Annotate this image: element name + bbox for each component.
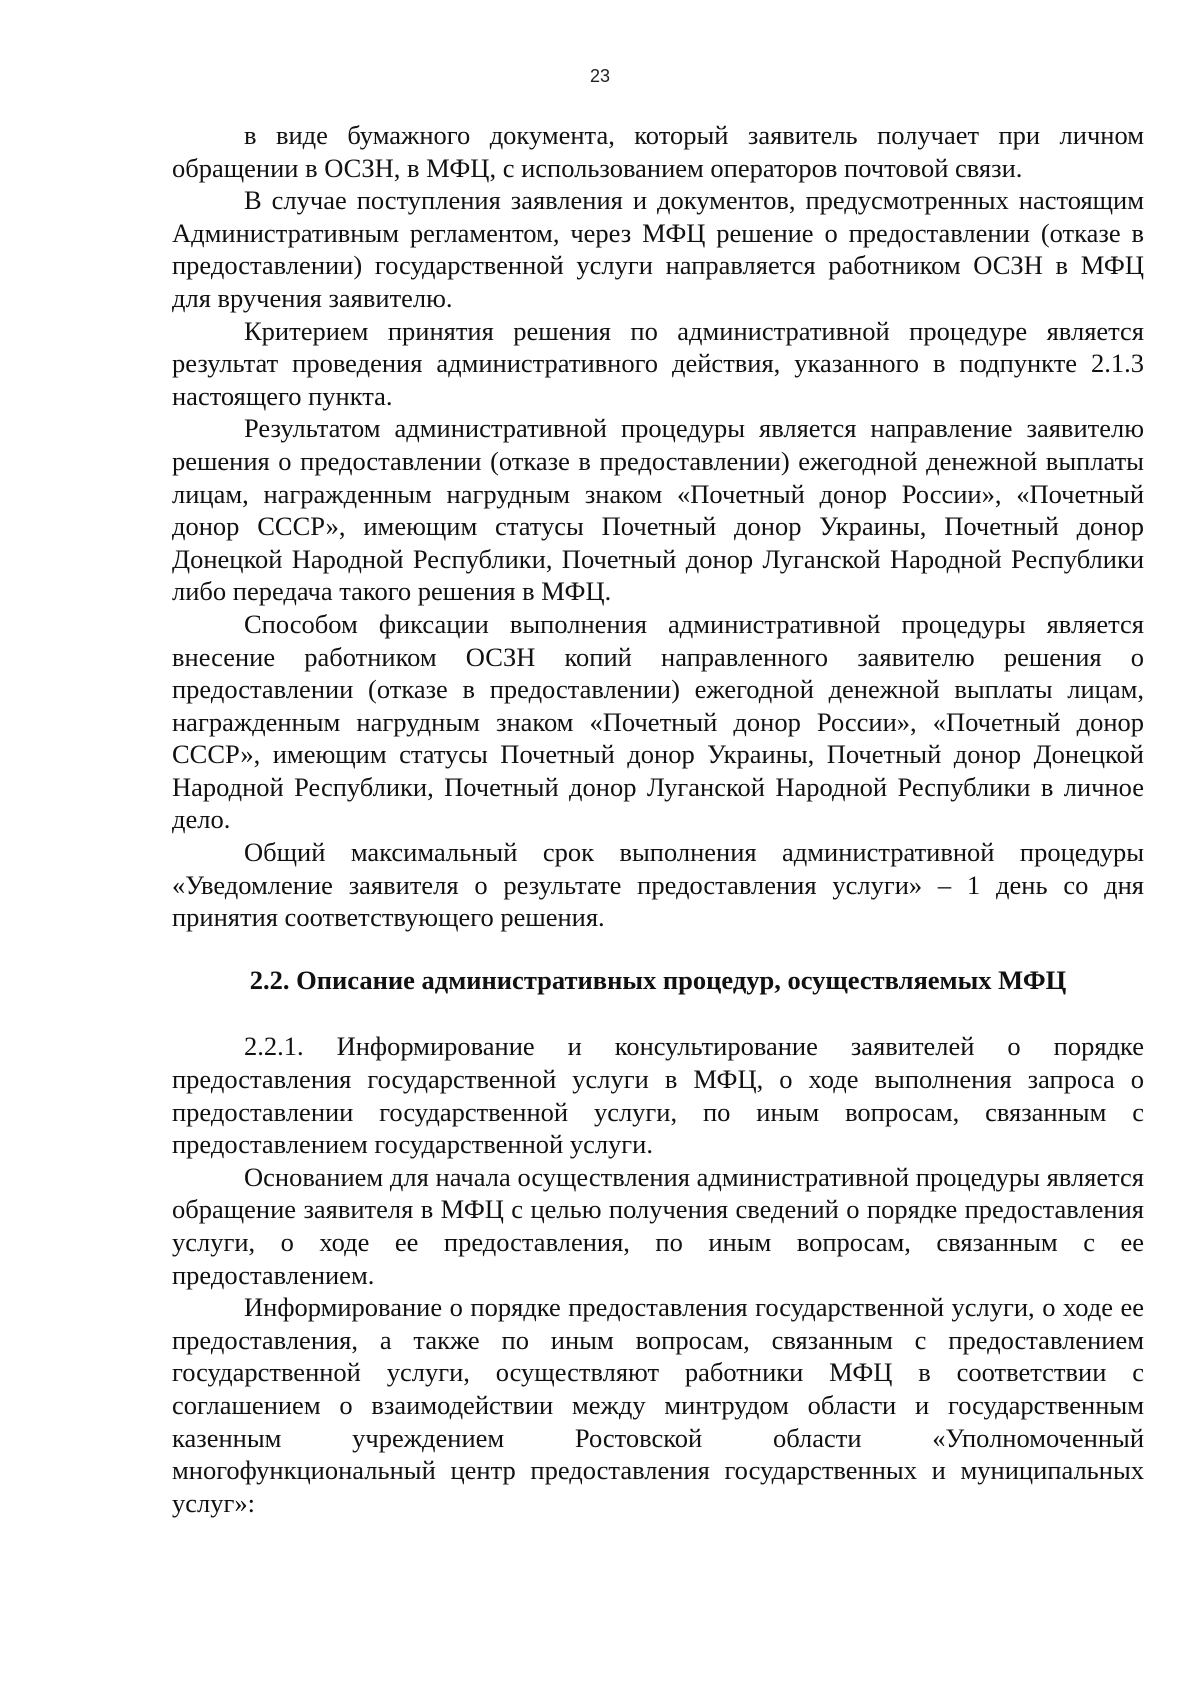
paragraph: В случае поступления заявления и документов, предусмотренных настоящим Административным регламентом, через МФЦ решение о предоставлении (отказе в предоставлении) государственной услуги направляется работником ОСЗН в МФЦ для вручения заявителю.	[172, 185, 1144, 313]
document-body	[172, 119, 1144, 1519]
paragraph: Основанием для начала осуществления административной процедуры является обращение заявителя в МФЦ с целью получения сведений о порядке предоставления услуги, о ходе ее предоставления, по иным вопросам, связанным с ее предоставлением.	[172, 1161, 1144, 1290]
section-heading: 2.2. Описание административных процедур, осуществляемых МФЦ	[249, 964, 1067, 995]
paragraph: Результатом административной процедуры является направление заявителю решения о предоставлении (отказе в предоставлении) ежегодной денежной выплаты лицам, награжденным нагрудным знаком «Почетный донор России», «Почетный донор СССР», имеющим статусы Почетный донор Украины, Почетный донор Донецкой Народной Республики, Почетный донор Луганской Народной Республики либо передача такого решения в МФЦ.	[172, 413, 1144, 607]
paragraph: 2.2.1. Информирование и консультирование заявителей о порядке предоставления государственной услуги в МФЦ, о ходе выполнения запроса о предоставлении государственной услуги, по иным вопросам, связанным с предоставлением государственной услуги.	[172, 1031, 1144, 1160]
page-number: 23	[589, 66, 611, 86]
paragraph: Способом фиксации выполнения административной процедуры является внесение работником ОСЗН копий направленного заявителю решения о предоставлении (отказе в предоставлении) ежегодной денежной выплаты лицам, награжденным нагрудным знаком «Почетный донор России», «Почетный донор СССР», имеющим статусы Почетный донор Украины, Почетный донор Донецкой Народной Республики, Почетный донор Луганской Народной Республики в личное дело.	[172, 608, 1144, 835]
paragraph: Общий максимальный срок выполнения административной процедуры «Уведомление заявителя о результате предоставления услуги» – 1 день со дня принятия соответствующего решения.	[172, 837, 1144, 933]
paragraph: Критерием принятия решения по административной процедуре является результат проведения административного действия, указанного в подпункте 2.1.3 настоящего пункта.	[172, 315, 1144, 411]
paragraph: Информирование о порядке предоставления государственной услуги, о ходе ее предоставления, а также по иным вопросам, связанным с предоставлением государственной услуги, осуществляют работники МФЦ в соответствии с соглашением о взаимодействии между минтрудом области и государственным казенным учреждением Ростовской области «Уполномоченный многофункциональный центр предоставления государственных и муниципальных услуг»:	[172, 1292, 1144, 1518]
paragraph: в виде бумажного документа, который заявитель получает при личном обращении в ОСЗН, в МФЦ, с использованием операторов почтовой связи.	[172, 120, 1144, 183]
